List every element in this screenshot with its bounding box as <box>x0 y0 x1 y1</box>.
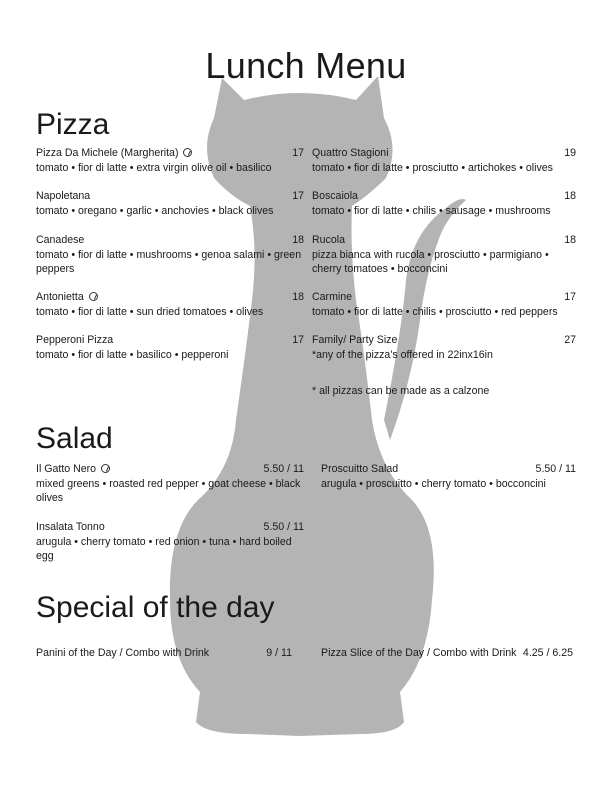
menu-item <box>36 646 292 661</box>
item-name: Family/ Party Size <box>312 334 398 346</box>
menu-item <box>312 233 576 277</box>
vegetarian-icon <box>183 148 192 157</box>
menu-item <box>312 189 576 218</box>
salad-heading: Salad <box>36 422 113 455</box>
item-price: 17 <box>292 147 304 159</box>
item-description: tomato • fior di latte • mushrooms • genoa salami • green peppers <box>36 248 302 275</box>
item-name: Proscuitto Salad <box>321 463 399 475</box>
menu-item <box>36 233 304 277</box>
menu-title: Lunch Menu <box>205 45 407 86</box>
item-price: 27 <box>564 334 576 346</box>
item-name: Pizza Da Michele (Margherita) <box>36 147 179 159</box>
menu-item <box>36 189 304 218</box>
calzone-note: * all pizzas can be made as a calzone <box>312 385 490 397</box>
item-name: Canadese <box>36 234 85 246</box>
item-name: Il Gatto Nero <box>36 463 97 475</box>
item-description: arugula • cherry tomato • red onion • tuna • hard boiled egg <box>36 535 292 562</box>
item-price: 17 <box>292 334 304 346</box>
item-description: tomato • fior di latte • extra virgin olive oil • basilico <box>36 161 272 174</box>
item-name: Pepperoni Pizza <box>36 334 114 346</box>
item-description: pizza bianca with rucola • prosciutto • parmigiano • cherry tomatoes • bocconcini <box>312 248 549 275</box>
item-price: 5.50 / 11 <box>535 463 576 475</box>
special-heading: Special of the day <box>36 591 275 624</box>
item-description: tomato • fior di latte • chilis • sausage • mushrooms <box>312 204 551 217</box>
item-description: mixed greens • roasted red pepper • goat cheese • black olives <box>36 477 301 504</box>
menu-item <box>36 333 304 362</box>
item-description: *any of the pizza's offered in 22inx16in <box>312 348 493 361</box>
item-price: 18 <box>564 190 576 202</box>
menu-item <box>36 290 304 319</box>
item-description: arugula • proscuitto • cherry tomato • bocconcini <box>321 477 546 490</box>
item-price: 18 <box>292 291 304 303</box>
item-name: Pizza Slice of the Day / Combo with Drink <box>321 647 517 659</box>
item-name: Carmine <box>312 291 353 303</box>
item-description: tomato • fior di latte • chilis • prosciutto • red peppers <box>312 305 558 318</box>
item-price: 17 <box>564 291 576 303</box>
menu-item <box>312 333 576 362</box>
item-description: tomato • fior di latte • sun dried tomatoes • olives <box>36 305 264 318</box>
menu-item <box>36 462 304 506</box>
item-name: Antonietta <box>36 291 84 303</box>
item-name: Boscaiola <box>312 190 358 202</box>
menu-item <box>36 146 304 175</box>
menu-item <box>312 290 576 319</box>
item-price: 17 <box>292 190 304 202</box>
item-price: 9 / 11 <box>266 647 292 659</box>
item-price: 19 <box>564 147 576 159</box>
vegetarian-icon <box>89 292 98 301</box>
menu-item <box>321 646 573 661</box>
item-name: Quattro Stagioni <box>312 147 389 159</box>
item-name: Insalata Tonno <box>36 521 105 533</box>
item-price: 5.50 / 11 <box>263 463 304 475</box>
item-description: tomato • fior di latte • basilico • pepperoni <box>36 348 229 361</box>
item-description: tomato • oregano • garlic • anchovies • black olives <box>36 204 274 217</box>
item-price: 18 <box>292 234 304 246</box>
item-name: Rucola <box>312 234 345 246</box>
menu-item <box>312 146 576 175</box>
menu-item <box>321 462 576 491</box>
pizza-heading: Pizza <box>36 108 110 141</box>
menu-item <box>36 520 304 564</box>
item-price: 4.25 / 6.25 <box>522 647 573 659</box>
item-name: Panini of the Day / Combo with Drink <box>36 647 210 659</box>
item-price: 5.50 / 11 <box>263 521 304 533</box>
item-price: 18 <box>564 234 576 246</box>
vegetarian-icon <box>101 464 110 473</box>
item-name: Napoletana <box>36 190 91 202</box>
item-description: tomato • fior di latte • prosciutto • artichokes • olives <box>312 161 553 174</box>
